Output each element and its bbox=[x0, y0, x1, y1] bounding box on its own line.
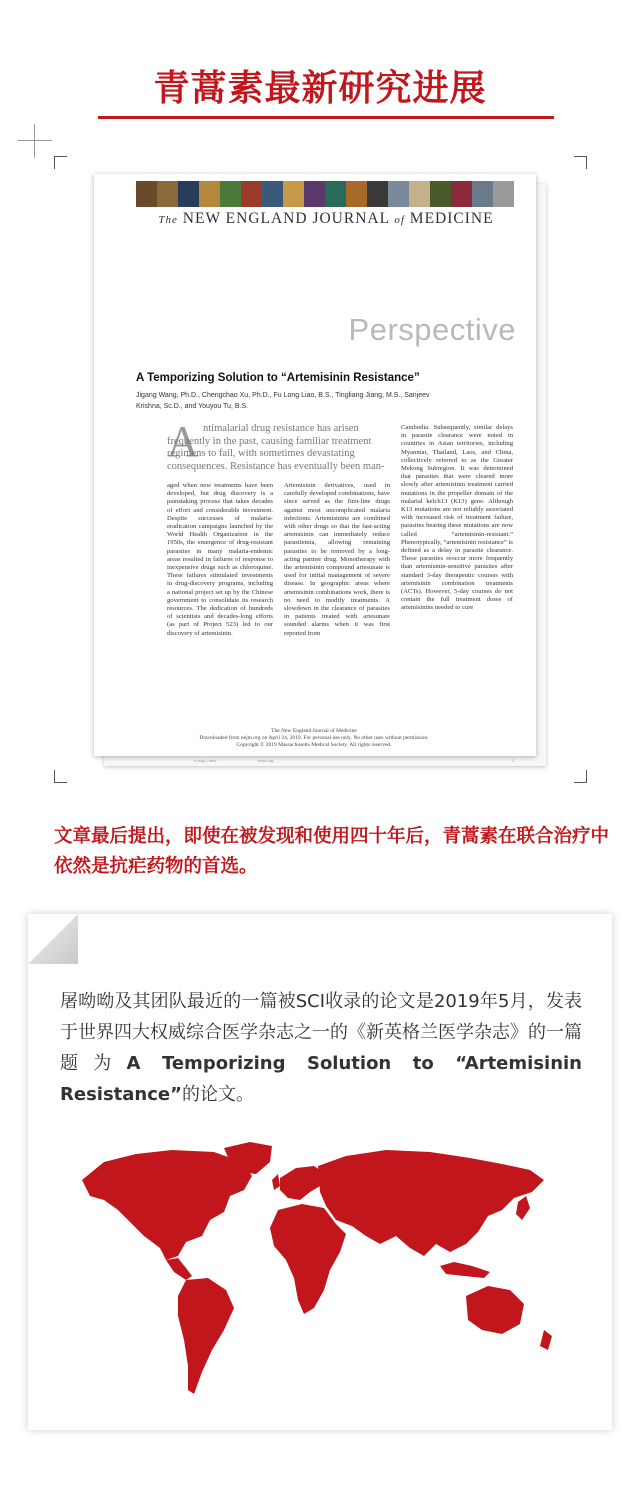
map-africa bbox=[270, 1204, 346, 1314]
map-australia bbox=[466, 1286, 524, 1334]
card-corner-cut bbox=[28, 914, 78, 964]
page-number: 1 bbox=[511, 758, 514, 763]
map-new-zealand bbox=[540, 1330, 552, 1350]
card-paragraph bbox=[60, 986, 582, 1110]
map-asia bbox=[318, 1150, 544, 1256]
journal-article-image bbox=[94, 174, 536, 763]
banner-tile bbox=[325, 181, 346, 207]
corner-mark-bottom-right bbox=[574, 770, 587, 783]
journal-medicine: MEDICINE bbox=[409, 210, 494, 227]
article-authors: Jigang Wang, Ph.D., Chengchao Xu, Ph.D., Fu Long Liao, B.S., Tingliang Jiang, M.S., Sanjeev Krishna, Sc.D., and Youyou Tu, B.S. bbox=[136, 392, 430, 410]
journal-the: The bbox=[158, 214, 178, 226]
map-japan bbox=[516, 1196, 530, 1220]
banner-tile bbox=[157, 181, 178, 207]
card-text-part-1: 屠呦呦及其团队最近的一篇被SCI收录的论文是2019年5月，发表于世界四大权威综合医学杂志之一的《新英格兰医学杂志》的一篇题为 bbox=[60, 991, 582, 1074]
card-text-part-2: 的论文。 bbox=[181, 1084, 254, 1105]
banner-tile bbox=[262, 181, 283, 207]
banner-tile bbox=[304, 181, 325, 207]
summary-text: 文章最后提出，即使在被发现和使用四十年后，青蒿素在联合治疗中依然是抗疟药物的首选。 bbox=[54, 826, 610, 877]
journal-name: NEW ENGLAND JOURNAL bbox=[182, 210, 390, 227]
banner-tile bbox=[430, 181, 451, 207]
page-site: nejm.org bbox=[257, 758, 274, 763]
banner-tile bbox=[178, 181, 199, 207]
journal-of: of bbox=[394, 214, 405, 226]
page-title: 青蒿素最新研究进展 bbox=[153, 68, 487, 109]
banner-tile bbox=[367, 181, 388, 207]
banner-tile bbox=[241, 181, 262, 207]
banner-tile bbox=[220, 181, 241, 207]
corner-mark-bottom-left bbox=[54, 770, 67, 783]
banner-tile bbox=[346, 181, 367, 207]
journal-banner bbox=[136, 181, 514, 207]
article-title: A Temporizing Solution to “Artemisinin Resistance” bbox=[136, 372, 420, 384]
article-column-1: aged when new treatments have been developed, but drug discovery is a painstaking process that takes decades of effort and considerable investment. Despite successes of malaria-eradication campaigns launched by the World Health Organization in the 1950s, the emergence of drug-resistant parasites in many malaria-endemic areas resulted in failures of response to inexpensive drugs such as chloroquine. These failures stimulated investments in drug-discovery programs, including a national project set up by the Chinese government to consolidate its research resources. The dedication of hundreds of scientists and decades-long efforts (as part of Project 523) led to our discovery of artemisinin. bbox=[167, 482, 273, 637]
map-uk bbox=[272, 1174, 280, 1190]
card-text-article-title: A Temporizing Solution to “Artemisinin Resistance” bbox=[60, 1053, 582, 1105]
article-column-3: Cambodia. Subsequently, similar delays in parasite clearance were noted in countries in Asian territories, including Myanmar, Thailand, Laos, and China, collectively referred to as the Greater Mekong Subregion. It was determined that parasites that were cleared more slowly after artemisinin treatment carried mutations in the propeller domain of the malarial kelch13 (K13) gene. Although K13 mutations are not reliably associated with increased risk of treatment failure, parasites bearing these mutations are now called “artemisinin-resistant.” Phenotypically, “artemisinin resistance” is defined as a delay in parasite clearance. These parasites reoccur more frequently than artemisinin-sensitive parasites after standard 3-day therapeutic courses with artemisinin combination treatments (ACTs). However, 5-day courses do not contain the full treatment doses of artemisinins needed to cure bbox=[401, 424, 513, 612]
banner-tile bbox=[388, 181, 409, 207]
banner-tile bbox=[283, 181, 304, 207]
section-label: Perspective bbox=[348, 312, 516, 347]
corner-mark-top-left bbox=[54, 156, 67, 169]
page-info-row bbox=[194, 758, 514, 763]
banner-tile bbox=[199, 181, 220, 207]
page-citation: n engl j med bbox=[194, 758, 217, 763]
article-footer bbox=[136, 728, 492, 749]
map-north-america bbox=[82, 1150, 252, 1260]
map-central-america bbox=[166, 1258, 192, 1280]
lead-paragraph: ntimalarial drug resistance has arisen frequently in the past, causing familiar treatment regimens to fail, with sometimes devastating consequences. Resistance has eventually been man- bbox=[167, 423, 385, 472]
crosshair-vertical bbox=[34, 124, 35, 158]
journal-masthead bbox=[136, 210, 516, 228]
article-column-2: Artemisinin derivatives, used in carefully developed combinations, have since served as the first-line drugs against most uncomplicated malaria infections. Artemisinins are combined with other drugs so that the fast-acting artemisinin can immediately reduce parasitemia, allowing remaining parasites to be removed by a long-acting partner drug. Monotherapy with the artemisinin compound artesunate is used for initial management of severe disease. In geographic areas where artemisinin combinations work, there is no need to modify treatments. A slowdown in the clearance of parasites in patients treated with artesunate sounded alarms when it was first reported from bbox=[284, 482, 390, 637]
banner-tile bbox=[136, 181, 157, 207]
crosshair-horizontal bbox=[18, 140, 52, 141]
footer-line-3: Copyright © 2019 Massachusetts Medical Society. All rights reserved. bbox=[236, 742, 392, 748]
banner-tile bbox=[472, 181, 493, 207]
footer-line-1: The New England Journal of Medicine bbox=[271, 728, 357, 734]
banner-tile bbox=[451, 181, 472, 207]
map-indonesia bbox=[440, 1262, 490, 1278]
footer-line-2: Downloaded from nejm.org on April 24, 2019. For personal use only. No other uses without permission. bbox=[199, 735, 429, 741]
corner-mark-top-right bbox=[574, 156, 587, 169]
title-underline bbox=[98, 116, 554, 119]
drop-cap: A bbox=[167, 417, 199, 466]
banner-tile bbox=[409, 181, 430, 207]
map-south-america bbox=[178, 1278, 234, 1394]
banner-tile bbox=[493, 181, 514, 207]
world-map-illustration bbox=[74, 1140, 572, 1402]
